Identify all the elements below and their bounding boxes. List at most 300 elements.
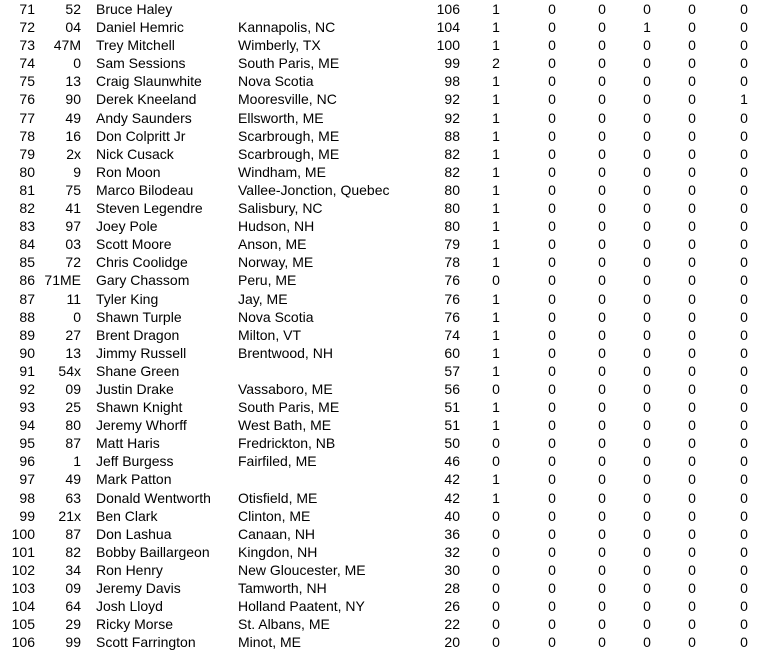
stat-col-4-cell: 0 [643, 543, 651, 560]
hometown-cell: Kingdon, NH [238, 543, 318, 560]
stat-col-3-cell: 0 [598, 145, 606, 162]
driver-name-cell: Bruce Haley [96, 1, 173, 17]
stat-col-1-cell: 1 [492, 1, 500, 17]
stat-col-4-cell: 0 [643, 507, 651, 524]
stat-col-2-cell: 0 [548, 380, 556, 397]
driver-name-cell: Tyler King [96, 290, 159, 307]
driver-name-cell: Steven Legendre [96, 200, 203, 217]
driver-name-cell: Shane Green [96, 362, 180, 379]
position-cell: 73 [19, 37, 35, 54]
stat-col-3-cell: 0 [598, 109, 606, 126]
stat-col-1-cell: 2 [492, 55, 500, 72]
driver-name-cell: Ron Moon [96, 163, 161, 180]
car-number-cell: 25 [65, 399, 81, 416]
stat-col-3-cell: 0 [598, 290, 606, 307]
stat-col-2-cell: 0 [548, 399, 556, 416]
stat-col-2-cell: 0 [548, 308, 556, 325]
stat-col-5-cell: 0 [688, 489, 696, 506]
stat-col-6-cell: 0 [740, 417, 748, 434]
stat-col-1-cell: 1 [492, 308, 500, 325]
stat-col-4-cell: 0 [643, 236, 651, 253]
hometown-cell: Scarbrough, ME [238, 127, 340, 144]
stat-col-2-cell: 0 [548, 543, 556, 560]
car-number-cell: 21x [58, 507, 81, 524]
stat-col-2-cell: 0 [548, 19, 556, 36]
stat-col-5-cell: 0 [688, 218, 696, 235]
driver-name-cell: Chris Coolidge [96, 254, 188, 271]
points-cell: 26 [444, 598, 460, 615]
position-cell: 78 [19, 127, 35, 144]
stat-col-5-cell: 0 [688, 399, 696, 416]
car-number-cell: 63 [65, 489, 81, 506]
stat-col-6-cell: 0 [740, 453, 748, 470]
stat-col-3-cell: 0 [598, 616, 606, 633]
position-cell: 91 [19, 362, 35, 379]
stat-col-4-cell: 0 [643, 580, 651, 596]
points-cell: 80 [444, 181, 460, 198]
driver-name-cell: Scott Farrington [96, 634, 196, 651]
stat-col-1-cell: 1 [492, 181, 500, 198]
driver-name-cell: Jeremy Davis [96, 580, 181, 596]
stat-col-5-cell: 0 [688, 308, 696, 325]
points-cell: 60 [444, 344, 460, 361]
points-cell: 36 [444, 525, 460, 542]
car-number-cell: 72 [65, 254, 81, 271]
stat-col-6-cell: 0 [740, 254, 748, 271]
stat-col-4-cell: 0 [643, 380, 651, 397]
car-number-cell: 13 [65, 73, 81, 90]
stat-col-2-cell: 0 [548, 127, 556, 144]
stat-col-5-cell: 0 [688, 580, 696, 596]
stat-col-3-cell: 0 [598, 218, 606, 235]
table-row [0, 127, 770, 145]
car-number-cell: 49 [65, 471, 81, 488]
stat-col-3-cell: 0 [598, 362, 606, 379]
table-row [0, 308, 770, 326]
car-number-cell: 1 [73, 453, 81, 470]
position-cell: 79 [19, 145, 35, 162]
table-row [0, 561, 770, 579]
hometown-cell: Norway, ME [238, 254, 314, 271]
car-number-cell: 11 [66, 290, 81, 307]
hometown-cell: Fairfiled, ME [238, 453, 317, 470]
stat-col-2-cell: 0 [548, 435, 556, 452]
stat-col-1-cell: 1 [492, 109, 500, 126]
car-number-cell: 0 [73, 55, 81, 72]
stat-col-4-cell: 0 [643, 272, 651, 289]
points-cell: 20 [444, 634, 460, 651]
stat-col-3-cell: 0 [598, 561, 606, 578]
points-cell: 78 [444, 254, 460, 271]
hometown-cell: Peru, ME [238, 272, 297, 289]
stat-col-1-cell: 1 [492, 344, 500, 361]
stat-col-6-cell: 0 [740, 200, 748, 217]
stat-col-6-cell: 0 [740, 109, 748, 126]
hometown-cell: Hudson, NH [238, 218, 315, 235]
stat-col-3-cell: 0 [598, 598, 606, 615]
stat-col-6-cell: 0 [740, 55, 748, 72]
stat-col-2-cell: 0 [548, 163, 556, 180]
stat-col-4-cell: 0 [643, 598, 651, 615]
stat-col-4-cell: 0 [643, 109, 651, 126]
position-cell: 87 [19, 290, 35, 307]
stat-col-3-cell: 0 [598, 435, 606, 452]
car-number-cell: 9 [73, 163, 81, 180]
driver-name-cell: Brent Dragon [96, 326, 180, 343]
car-number-cell: 82 [65, 543, 81, 560]
stat-col-3-cell: 0 [598, 580, 606, 596]
table-row [0, 217, 770, 235]
stat-col-4-cell: 0 [643, 453, 651, 470]
stat-col-1-cell: 1 [492, 362, 500, 379]
stat-col-4-cell: 0 [643, 37, 651, 54]
stat-col-4-cell: 0 [643, 344, 651, 361]
stat-col-6-cell: 0 [740, 1, 748, 17]
position-cell: 77 [19, 109, 35, 126]
stat-col-5-cell: 0 [688, 326, 696, 343]
stat-col-6-cell: 0 [740, 580, 748, 596]
stat-col-5-cell: 0 [688, 37, 696, 54]
stat-col-4-cell: 0 [643, 489, 651, 506]
stat-col-3-cell: 0 [598, 326, 606, 343]
stat-col-1-cell: 1 [492, 417, 500, 434]
hometown-cell: Nova Scotia [238, 308, 314, 325]
points-cell: 30 [444, 561, 460, 578]
hometown-cell: Brentwood, NH [238, 344, 333, 361]
car-number-cell: 75 [65, 181, 81, 198]
table-row [0, 543, 770, 561]
position-cell: 96 [19, 453, 35, 470]
points-cell: 82 [444, 145, 460, 162]
position-cell: 100 [11, 525, 35, 542]
stat-col-6-cell: 0 [740, 272, 748, 289]
stat-col-6-cell: 0 [740, 218, 748, 235]
stat-col-2-cell: 0 [548, 453, 556, 470]
stat-col-3-cell: 0 [598, 19, 606, 36]
table-row [0, 507, 770, 525]
stat-col-6-cell: 0 [740, 435, 748, 452]
stat-col-1-cell: 1 [492, 200, 500, 217]
stat-col-4-cell: 0 [643, 200, 651, 217]
stat-col-3-cell: 0 [598, 634, 606, 651]
stat-col-5-cell: 0 [688, 19, 696, 36]
car-number-cell: 64 [65, 598, 81, 615]
stat-col-3-cell: 0 [598, 37, 606, 54]
driver-name-cell: Scott Moore [96, 236, 172, 253]
points-cell: 80 [444, 218, 460, 235]
stat-col-2-cell: 0 [548, 145, 556, 162]
stat-col-6-cell: 0 [740, 471, 748, 488]
driver-name-cell: Mark Patton [96, 471, 172, 488]
points-cell: 104 [436, 19, 460, 36]
car-number-cell: 09 [65, 380, 81, 397]
car-number-cell: 54x [58, 362, 81, 379]
stat-col-5-cell: 0 [688, 109, 696, 126]
stat-col-5-cell: 0 [688, 525, 696, 542]
points-cell: 88 [444, 127, 460, 144]
stat-col-4-cell: 0 [643, 55, 651, 72]
driver-name-cell: Josh Lloyd [96, 598, 163, 615]
hometown-cell: Holland Paatent, NY [238, 598, 365, 615]
driver-name-cell: Justin Drake [96, 380, 174, 397]
stat-col-3-cell: 0 [598, 73, 606, 90]
hometown-cell: Jay, ME [238, 290, 288, 307]
car-number-cell: 87 [65, 435, 81, 452]
hometown-cell: Mooresville, NC [238, 91, 337, 108]
stat-col-5-cell: 0 [688, 127, 696, 144]
stat-col-1-cell: 0 [492, 598, 500, 615]
stat-col-1-cell: 0 [492, 561, 500, 578]
stat-col-6-cell: 0 [740, 326, 748, 343]
stat-col-3-cell: 0 [598, 489, 606, 506]
stat-col-4-cell: 0 [643, 127, 651, 144]
points-cell: 76 [444, 290, 460, 307]
hometown-cell: South Paris, ME [238, 55, 340, 72]
table-row [0, 326, 770, 344]
points-cell: 82 [444, 163, 460, 180]
stat-col-6-cell: 1 [740, 91, 748, 108]
stat-col-3-cell: 0 [598, 181, 606, 198]
position-cell: 104 [11, 598, 35, 615]
stat-col-5-cell: 0 [688, 471, 696, 488]
driver-name-cell: Shawn Knight [96, 399, 183, 416]
points-cell: 92 [444, 91, 460, 108]
stat-col-5-cell: 0 [688, 543, 696, 560]
stat-col-4-cell: 0 [643, 561, 651, 578]
hometown-cell: Milton, VT [238, 326, 302, 343]
stat-col-1-cell: 0 [492, 525, 500, 542]
driver-name-cell: Shawn Turple [96, 308, 182, 325]
stat-col-6-cell: 0 [740, 525, 748, 542]
table-row [0, 18, 770, 36]
table-row [0, 489, 770, 507]
stat-col-6-cell: 0 [740, 308, 748, 325]
hometown-cell: Scarbrough, ME [238, 145, 340, 162]
points-cell: 32 [444, 543, 460, 560]
stat-col-1-cell: 1 [492, 471, 500, 488]
driver-name-cell: Marco Bilodeau [96, 181, 194, 198]
car-number-cell: 0 [73, 308, 81, 325]
stat-col-6-cell: 0 [740, 236, 748, 253]
stat-col-2-cell: 0 [548, 1, 556, 17]
car-number-cell: 80 [65, 417, 81, 434]
stat-col-5-cell: 0 [688, 344, 696, 361]
stat-col-6-cell: 0 [740, 344, 748, 361]
position-cell: 81 [19, 181, 35, 198]
points-cell: 76 [444, 272, 460, 289]
stat-col-1-cell: 1 [492, 163, 500, 180]
points-cell: 99 [444, 55, 460, 72]
hometown-cell: Vassaboro, ME [238, 380, 333, 397]
table-row [0, 525, 770, 543]
table-row [0, 344, 770, 362]
stat-col-4-cell: 0 [643, 525, 651, 542]
hometown-cell: Vallee-Jonction, Quebec [238, 181, 390, 198]
stat-col-2-cell: 0 [548, 236, 556, 253]
points-cell: 98 [444, 73, 460, 90]
stat-col-5-cell: 0 [688, 1, 696, 17]
stat-col-2-cell: 0 [548, 55, 556, 72]
stat-col-1-cell: 1 [492, 218, 500, 235]
stat-col-4-cell: 0 [643, 254, 651, 271]
points-cell: 106 [436, 1, 460, 17]
driver-name-cell: Derek Kneeland [96, 91, 197, 108]
stat-col-2-cell: 0 [548, 471, 556, 488]
car-number-cell: 52 [65, 1, 81, 17]
stat-col-2-cell: 0 [548, 580, 556, 596]
position-cell: 97 [19, 471, 35, 488]
position-cell: 75 [19, 73, 35, 90]
points-cell: 51 [444, 417, 460, 434]
driver-name-cell: Gary Chassom [96, 272, 190, 289]
stat-col-2-cell: 0 [548, 598, 556, 615]
stat-col-5-cell: 0 [688, 290, 696, 307]
table-row [0, 90, 770, 108]
hometown-cell: Otisfield, ME [238, 489, 318, 506]
stat-col-3-cell: 0 [598, 163, 606, 180]
stat-col-3-cell: 0 [598, 471, 606, 488]
position-cell: 103 [11, 580, 35, 596]
stat-col-5-cell: 0 [688, 181, 696, 198]
table-row [0, 452, 770, 470]
stat-col-4-cell: 0 [643, 634, 651, 651]
hometown-cell: Anson, ME [238, 236, 307, 253]
hometown-cell: Canaan, NH [238, 525, 316, 542]
stat-col-6-cell: 0 [740, 489, 748, 506]
stat-col-1-cell: 1 [492, 290, 500, 307]
position-cell: 89 [19, 326, 35, 343]
position-cell: 98 [19, 489, 35, 506]
stat-col-5-cell: 0 [688, 453, 696, 470]
stat-col-5-cell: 0 [688, 362, 696, 379]
stat-col-4-cell: 0 [643, 163, 651, 180]
car-number-cell: 87 [65, 525, 81, 542]
stat-col-3-cell: 0 [598, 200, 606, 217]
stat-col-2-cell: 0 [548, 344, 556, 361]
table-row [0, 434, 770, 452]
car-number-cell: 04 [65, 19, 81, 36]
stat-col-6-cell: 0 [740, 380, 748, 397]
points-cell: 22 [444, 616, 460, 633]
stat-col-6-cell: 0 [740, 37, 748, 54]
position-cell: 76 [19, 91, 35, 108]
driver-name-cell: Jeremy Whorff [96, 417, 187, 434]
points-cell: 42 [444, 489, 460, 506]
hometown-cell: Tamworth, NH [238, 580, 327, 596]
stat-col-1-cell: 0 [492, 616, 500, 633]
hometown-cell: Nova Scotia [238, 73, 314, 90]
stat-col-6-cell: 0 [740, 181, 748, 198]
stat-col-1-cell: 0 [492, 453, 500, 470]
stat-col-6-cell: 0 [740, 163, 748, 180]
points-cell: 56 [444, 380, 460, 397]
hometown-cell: Minot, ME [238, 634, 302, 651]
table-row [0, 362, 770, 380]
hometown-cell: St. Albans, ME [238, 616, 330, 633]
car-number-cell: 27 [65, 326, 81, 343]
stat-col-6-cell: 0 [740, 73, 748, 90]
points-cell: 46 [444, 453, 460, 470]
position-cell: 90 [19, 344, 35, 361]
stat-col-1-cell: 1 [492, 37, 500, 54]
stat-col-1-cell: 1 [492, 399, 500, 416]
stat-col-1-cell: 0 [492, 435, 500, 452]
points-cell: 50 [444, 435, 460, 452]
stat-col-1-cell: 0 [492, 543, 500, 560]
car-number-cell: 99 [65, 634, 81, 651]
stat-col-6-cell: 0 [740, 561, 748, 578]
stat-col-5-cell: 0 [688, 91, 696, 108]
position-cell: 74 [19, 55, 35, 72]
position-cell: 72 [19, 19, 35, 36]
driver-name-cell: Ricky Morse [96, 616, 174, 633]
stat-col-4-cell: 0 [643, 471, 651, 488]
stat-col-2-cell: 0 [548, 91, 556, 108]
position-cell: 83 [19, 218, 35, 235]
car-number-cell: 90 [65, 91, 81, 108]
stat-col-2-cell: 0 [548, 507, 556, 524]
stat-col-5-cell: 0 [688, 236, 696, 253]
position-cell: 84 [19, 236, 35, 253]
car-number-cell: 16 [65, 127, 81, 144]
stat-col-6-cell: 0 [740, 127, 748, 144]
table-row [0, 181, 770, 199]
driver-name-cell: Jimmy Russell [96, 344, 187, 361]
points-cell: 80 [444, 200, 460, 217]
position-cell: 82 [19, 200, 35, 217]
car-number-cell: 09 [65, 580, 81, 596]
stat-col-3-cell: 0 [598, 507, 606, 524]
stat-col-2-cell: 0 [548, 561, 556, 578]
table-row [0, 109, 770, 127]
stat-col-5-cell: 0 [688, 55, 696, 72]
stat-col-4-cell: 0 [643, 616, 651, 633]
position-cell: 86 [19, 272, 35, 289]
stat-col-1-cell: 1 [492, 91, 500, 108]
car-number-cell: 47M [53, 37, 81, 54]
stat-col-5-cell: 0 [688, 272, 696, 289]
car-number-cell: 13 [65, 344, 81, 361]
position-cell: 85 [19, 254, 35, 271]
stat-col-3-cell: 0 [598, 272, 606, 289]
driver-name-cell: Don Lashua [96, 525, 172, 542]
position-cell: 106 [11, 634, 35, 651]
stat-col-2-cell: 0 [548, 200, 556, 217]
table-row [0, 290, 770, 308]
stat-col-2-cell: 0 [548, 326, 556, 343]
stat-col-3-cell: 0 [598, 417, 606, 434]
hometown-cell: New Gloucester, ME [238, 561, 366, 578]
table-row [0, 235, 770, 253]
stat-col-5-cell: 0 [688, 380, 696, 397]
stat-col-4-cell: 0 [643, 1, 651, 17]
stat-col-5-cell: 0 [688, 163, 696, 180]
stat-col-5-cell: 0 [688, 507, 696, 524]
stat-col-1-cell: 0 [492, 634, 500, 651]
points-cell: 100 [436, 37, 460, 54]
position-cell: 95 [19, 435, 35, 452]
stat-col-2-cell: 0 [548, 362, 556, 379]
position-cell: 99 [19, 507, 35, 524]
stat-col-4-cell: 0 [643, 290, 651, 307]
stat-col-3-cell: 0 [598, 127, 606, 144]
points-cell: 51 [444, 399, 460, 416]
position-cell: 102 [11, 561, 35, 578]
position-cell: 94 [19, 417, 35, 434]
driver-name-cell: Don Colpritt Jr [96, 127, 186, 144]
table-row [0, 579, 770, 597]
stat-col-2-cell: 0 [548, 73, 556, 90]
